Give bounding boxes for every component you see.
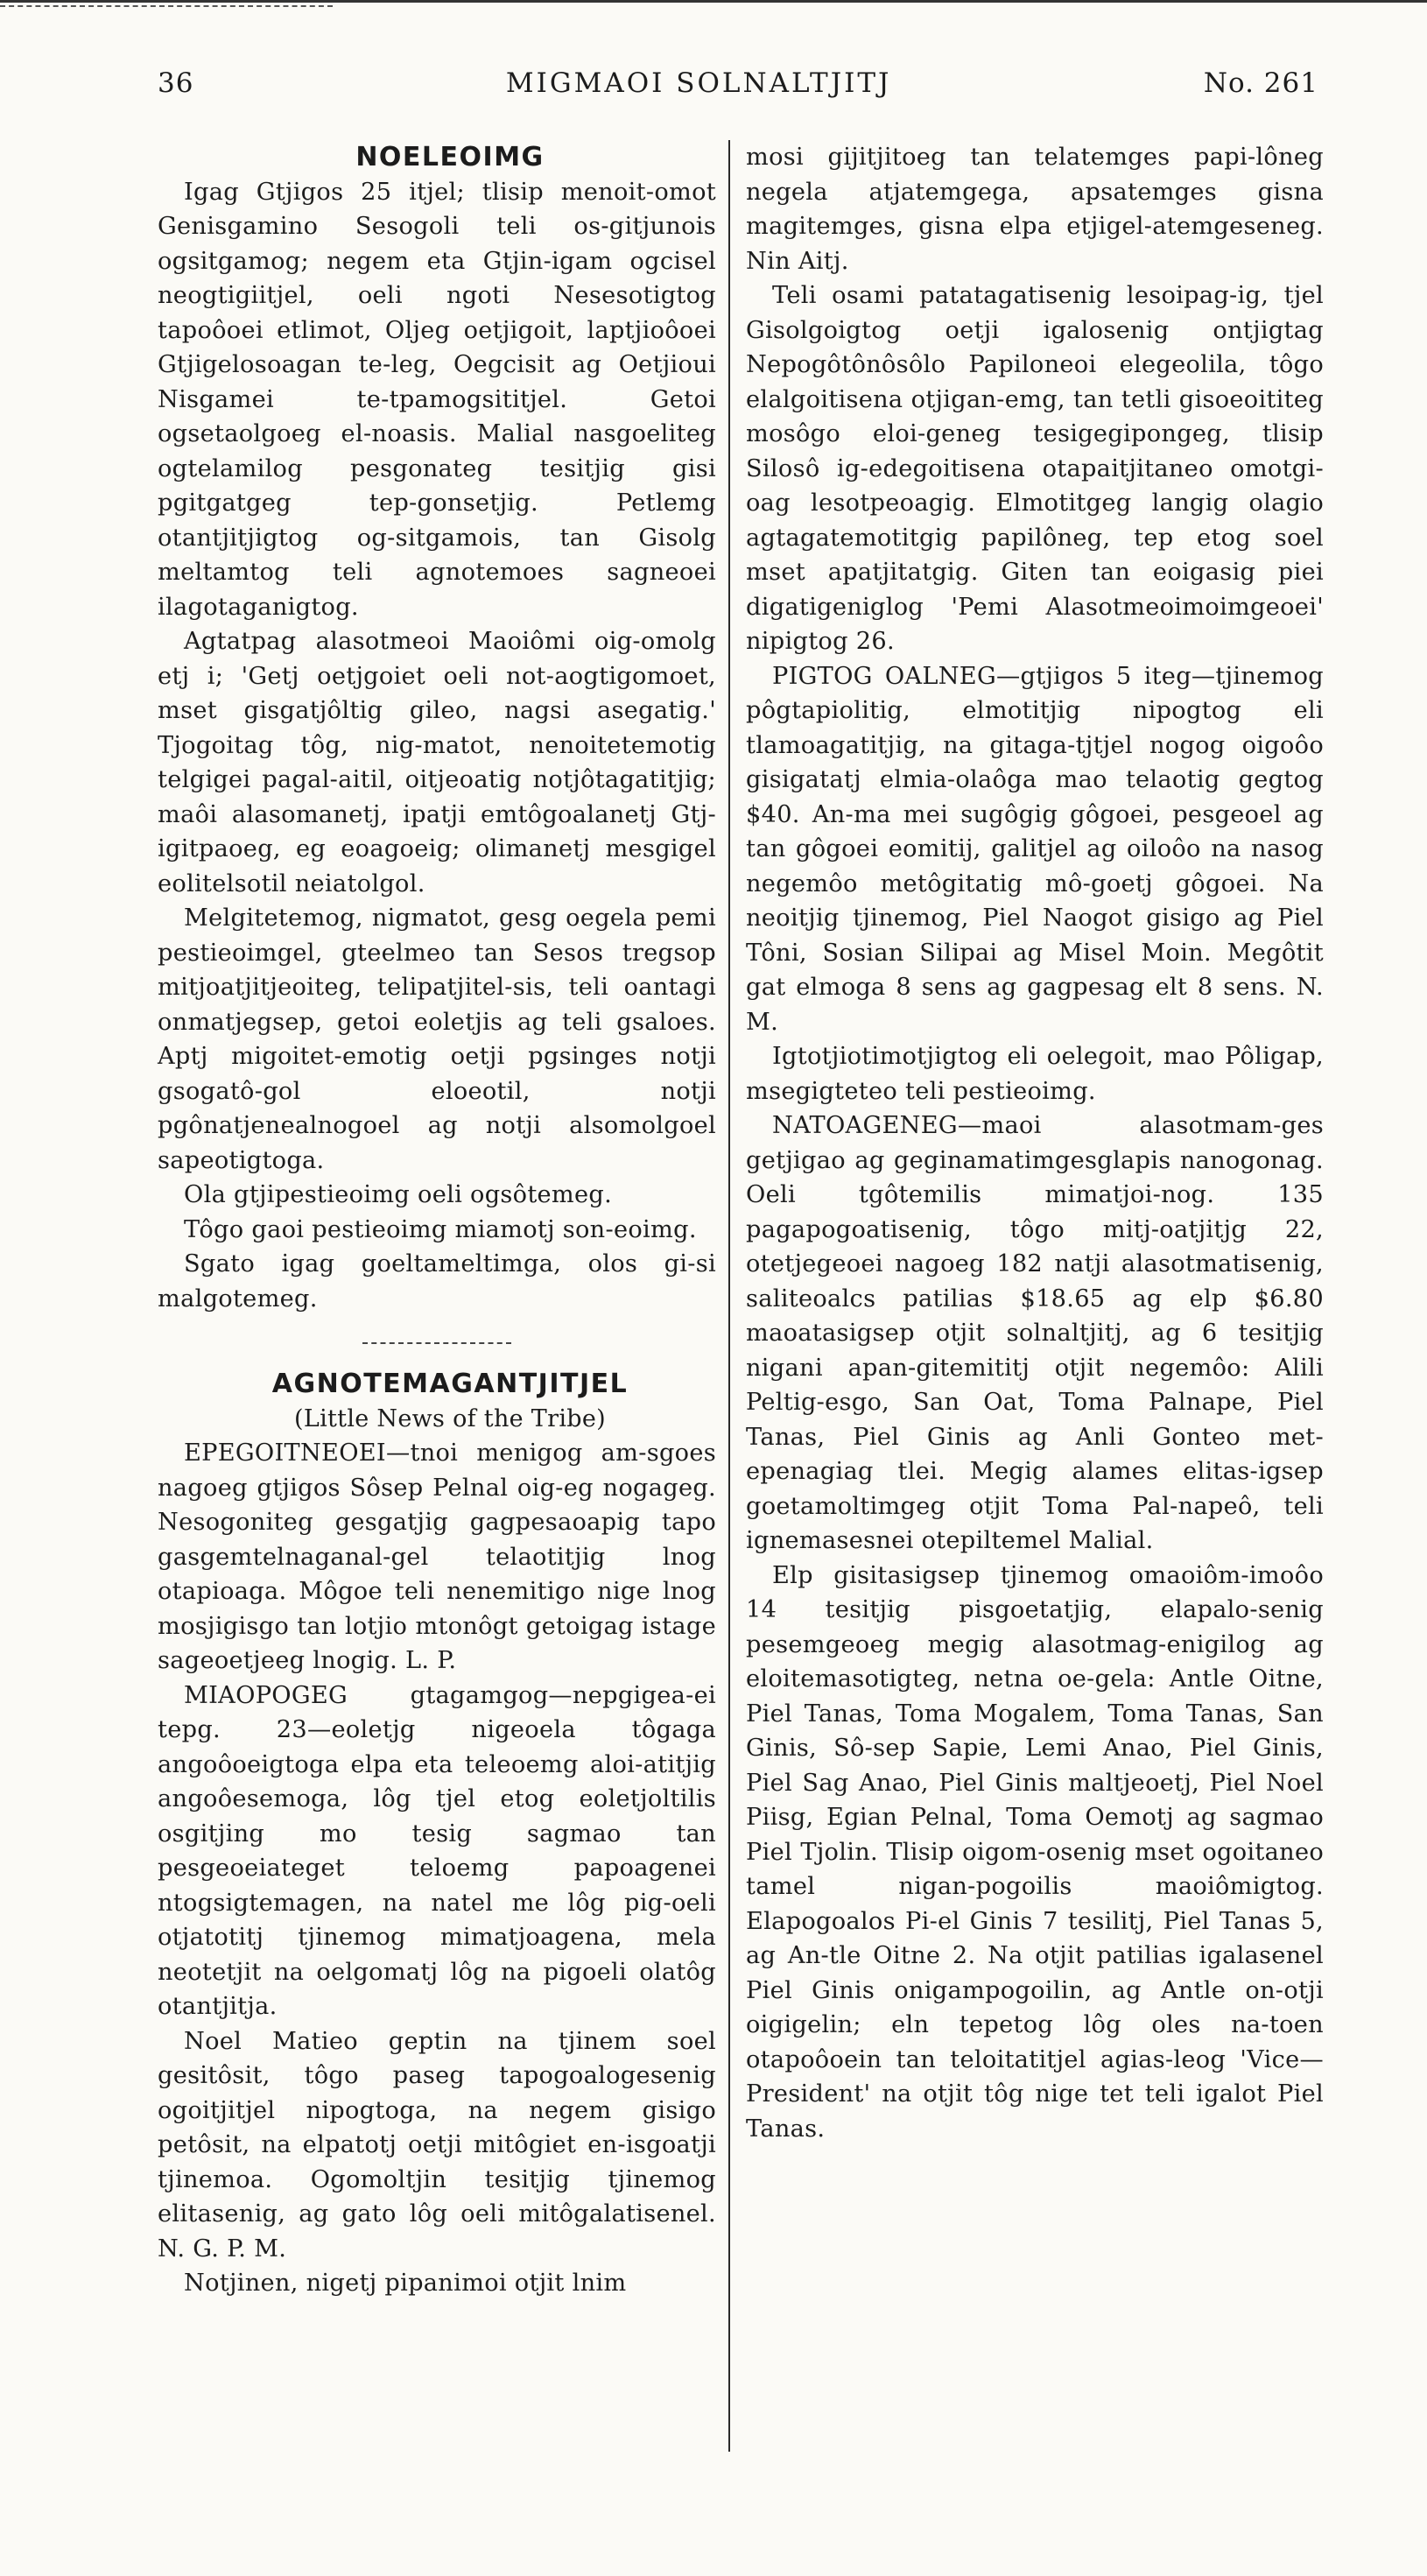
article-subheading: (Little News of the Tribe) [294, 1404, 606, 1432]
article-heading-noeleoimg: NOELEOIMG [355, 142, 545, 172]
page-number: 36 [158, 67, 194, 99]
paragraph: PIGTOG OALNEG—gtjigos 5 iteg—tjinemog pôgtapiolitig, elmotitjig nipogtog eli tlamoagatitjig, na gitaga-tjtjel nogog oigoôo gisigatatj elmia-olaôga mao telaotig gegtog $40. An-ma mei sugôgig gôgoei, pesgeoel ag tan gôgoei eomitij, galitjel ag oiloôo na nasog negemôo metôgitatig mô-goetj gôgoei. Na neoitjig tjinemog, Piel Naogot gisigo ag Piel Tôni, Sosian Silipai ag Misel Moin. Megôtit gat elmoga 8 sens ag gagpesag elt 8 sens. N. M. [746, 662, 1324, 1036]
paragraph: EPEGOITNEOEI—tnoi menigog am-sgoes nagoeg gtjigos Sôsep Pelnal oig-eg nogageg. Nesogoniteg gesgatjig gagpesaoapig tapo gasgemtelnaganal-gel telaotitjig lnog otapioaga. Môgoe teli nenemitigo nige lnog mosjigisgo tan lotjio mtonôgt getoigag istage sageoetjeeg lnogig. L. P. [158, 1439, 716, 1674]
paragraph: Teli osami patatagatisenig lesoipag-ig, tjel Gisolgoigtog oetji igalosenig ontjigtag Nepogôtônôsôlo Papiloneoi elegeolila, tôgo elalgoitisena otjigan-emg, tan tetli gisoeoititeg mosôgo eloi-geneg tesigegipongeg, tlisip Silosô ig-edegoitisena otapaitjitaneo omotgi-oag lesotpeoagig. Elmotitgeg langig olagio agtagatemotitgig papilôneg, tep etog soel mset apatjitatgig. Giten tan eoigasig piei digatigeniglog 'Pemi Alasotmeoimoimgeoei' nipigtog 26. [746, 282, 1324, 655]
paragraph: MIAOPOGEG gtagamgog—nepgigea-ei tepg. 23—eoletjg nigeoela tôgaga angoôoeigtoga elpa eta teleoemg aloi-atitjig angoôesemoga, lôg tjel etog eoletjoltilis osgitjing mo tesig sagmao tan pesgeoeiateget teloemg papoagenei ntogsigtemagen, na natel me lôg pig-oeli otjatotitj tjinemog mimatjoagena, mela neotetjit na oelgomatj lôg na pigoeli olatôg otantjitja. [158, 1681, 716, 2020]
paragraph: Melgitetemog, nigmatot, gesg oegela pemi pestieoimgel, gteelmeo tan Sesos tregsop mitjoatjitjeoiteg, telipatjitel-sis, teli oantagi onmatjegsep, getoi eoletjis ag teli gsaloes. Aptj migoitet-emotig oetji pgsinges notji gsogatô-gol eloeotil, notji pgônatjenealnogoel ag notji alsomolgoel sapeotigtoga. [158, 904, 716, 1174]
issue-number: No. 261 [1203, 67, 1318, 99]
paragraph: Igag Gtjigos 25 itjel; tlisip menoit-omot Genisgamino Sesogoli teli os-gitjunois ogsitgamog; negem eta Gtjin-igam ogcisel neogtigiitjel, oeli ngoti Nesesotigtog tapoôoei etlimot, Oljeg oetjigoit, laptjioôoei Gtjigelosoagan te-leg, Oegcisit ag Oetjioui Nisgamei te-tpamogsititjel. Getoi ogsetaolgoeg el-noasis. Malial nasgoeliteg ogtelamilog pesgonateg tesitjig gisi pgitgatgeg tep-gonsetjig. Petlemg otantjitjigtog og-sitgamois, tan Gisolg meltamtog teli agnotemoes sagneoei ilagotaganigtog. [158, 178, 716, 621]
right-column [746, 140, 1324, 2523]
left-column [158, 140, 716, 2523]
paragraph: Ola gtjipestieoimg oeli ogsôtemeg. [184, 1181, 613, 1208]
paragraph: Elp gisitasigsep tjinemog omaoiôm-imoôo 14 tesitjig pisgoetatjig, elapalo-senig pesemgeoeg megig alasotmag-enigilog ag eloitemasotigteg, netna oe-gela: Antle Oitne, Piel Tanas, Toma Mogalem, Toma Tanas, San Ginis, Sô-sep Sapie, Lemi Anao, Piel Ginis, Piel Sag Anao, Piel Ginis maltjeoetj, Piel Noel Piisg, Egian Pelnal, Toma Oemotj ag sagmao Piel Tjolin. Tlisip oigom-osenig mset ogoitaneo tamel nigan-pogoilis maoiômigtog. Elapogoalos Pi-el Ginis 7 tesilitj, Piel Tanas 5, ag An-tle Oitne 2. Na otjit patilias igalasenel Piel Ginis onigampogoilin, ag Antle on-otji oigigelin; eln tepetog lôg oles na-toen otapoôoein tan teloitatitjel agias-leog 'Vice—President' na otjit tôg nige tet teli igalot Piel Tanas. [746, 1561, 1324, 2143]
paragraph: Igtotjiotimotjigtog eli oelegoit, mao Pôligap, msegigteteo teli pestieoimg. [746, 1043, 1324, 1105]
paragraph: Agtatpag alasotmeoi Maoiômi oig-omolg etj i; 'Getj oetjgoiet oeli not-aogtigomoet, mset gisgatjôltig gileo, nagsi asegatig.' Tjogoitag tôg, nig-matot, nenoitetemotig telgigei pagal-aitil, oitjeoatig notjôtagatitjig; maôi alasomanetj, ipatji emtôgoalanetj Gtj-igitpaoeg, eg eoagoeig; olimanetj mesgigel eolitelsotil neiatolgol. [158, 628, 716, 897]
publication-title: MIGMAOI SOLNALTJITJ [505, 67, 892, 99]
paragraph: Noel Matieo geptin na tjinem soel gesitôsit, tôgo paseg tapogoalogesenig ogoitjitjel nipogtoga, na negem gisigo petôsit, na elpatotj oetji mitôgiet en-isgoatji tjinemoa. Ogomoltjin tesitjig tjinemog elitasenig, ag gato lôg oeli mitôgalatisenel. N. G. P. M. [158, 2027, 716, 2263]
column-divider [728, 140, 730, 2452]
paragraph: NATOAGENEG—maoi alasotmam-ges getjigao ag geginamatimgesglapis nanogonag. Oeli tgôtemilis mimatjoi-nog. 135 pagapogoatisenig, tôgo mitj-oatjitjg 22, otetjegeoei nagoeg 182 natji alasotmatisenig, saliteoalcs patilias $18.65 ag elp $6.80 maoatasigsep otjit solnaltjitj, ag 6 tesitjig nigani apan-gitemititj otjit negemôo: Alili Peltig-esgo, San Oat, Toma Palnape, Piel Tanas, Piel Ginis ag Anli Gonteo met-epenagiag tlei. Megig alames elitas-igsep goetamoltimgeg otjit Toma Pal-napeô, teli ignemasesnei otepiltemel Malial. [746, 1112, 1324, 1554]
paragraph: Notjinen, nigetj pipanimoi otjit lnim [184, 2270, 627, 2297]
paragraph: mosi gijitjitoeg tan telatemges papi-lôneg negela atjatemgega, apsatemges gisna magitemges, gisna elpa etjigel-atemgeseneg. Nin Aitj. [746, 144, 1324, 275]
paragraph: Tôgo gaoi pestieoimg miamotj son-eoimg. [184, 1215, 697, 1243]
paragraph: Sgato igag goeltameltimga, olos gi-si malgotemeg. [158, 1250, 716, 1313]
article-heading-agnotemagantjitjel: AGNOTEMAGANTJITJEL [271, 1369, 629, 1399]
page-top-edge [0, 0, 1427, 13]
page-header [158, 61, 1318, 105]
section-divider [362, 1342, 511, 1344]
